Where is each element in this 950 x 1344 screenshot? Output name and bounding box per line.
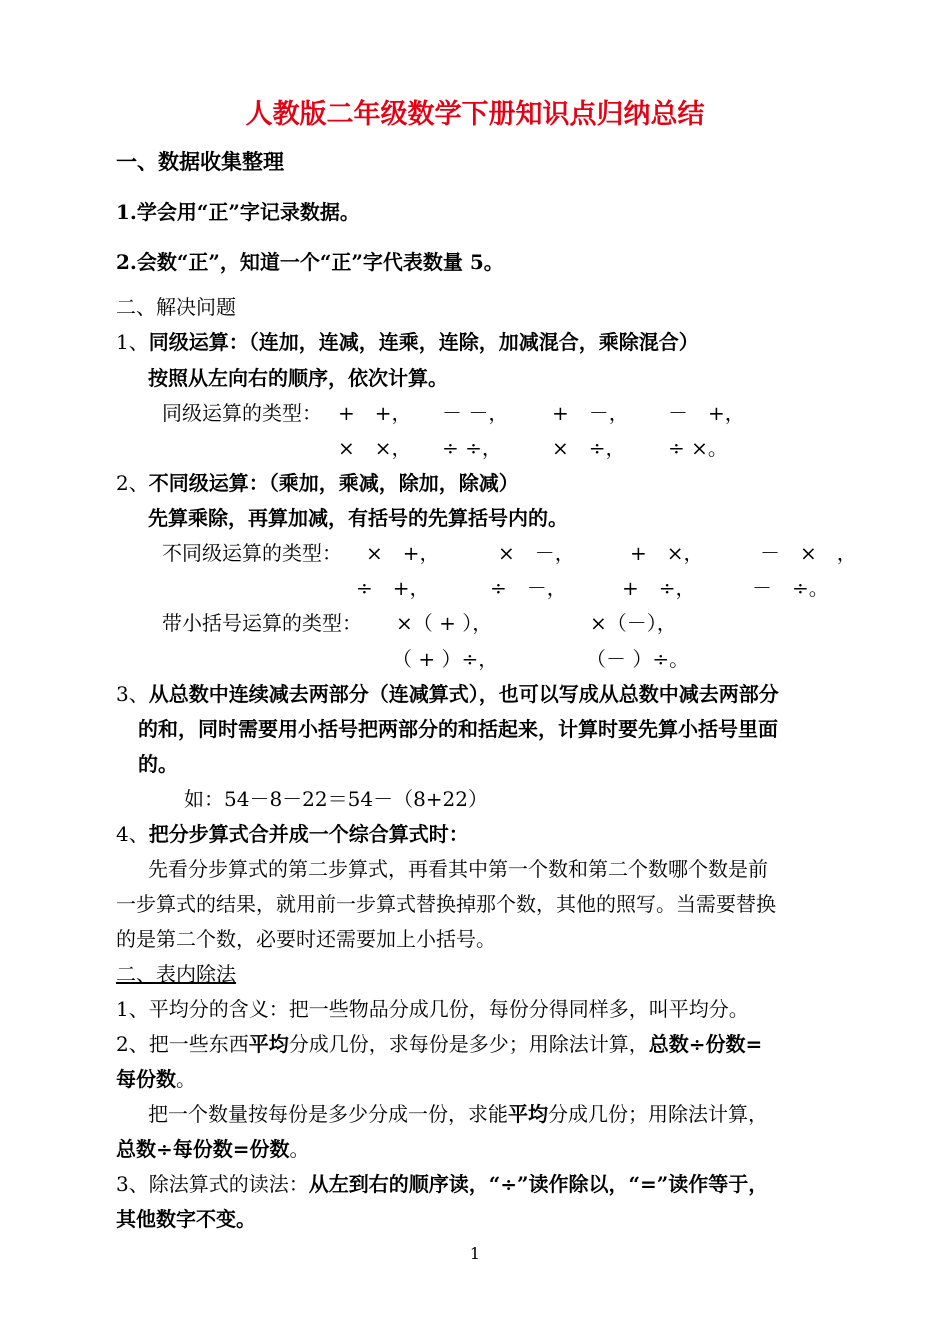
sec2-p1-label: 1、 bbox=[116, 330, 149, 354]
sec2-p1-types-label: 同级运算的类型： bbox=[162, 401, 322, 425]
sec3-item-1: 1、平均分的含义：把一些物品分成几份，每份分得同样多，叫平均分。 bbox=[116, 997, 749, 1021]
document-title: 人教版二年级数学下册知识点归纳总结 bbox=[245, 99, 705, 130]
sec2-p1-type: + －， bbox=[552, 401, 629, 425]
sec2-p2-type: － ÷。 bbox=[752, 576, 829, 600]
sec2-p2-type: + ÷， bbox=[622, 576, 696, 600]
sec2-p2-rule: 先算乘除，再算加减，有括号的先算括号内的。 bbox=[148, 506, 568, 530]
sec2-p1-type: ÷ ×。 bbox=[668, 436, 728, 460]
sec3-item-2-text: 2、把一些东西 bbox=[116, 1032, 249, 1056]
sec2-p2-type: ÷ －， bbox=[490, 576, 567, 600]
sec2-p2-title bbox=[116, 469, 519, 497]
sec3-item-2-emph: 平均 bbox=[248, 1032, 289, 1056]
sec3-item-3 bbox=[116, 1170, 768, 1198]
sec3-item-2-formula-result: 每份数 bbox=[116, 1067, 176, 1091]
sec3-item-2x-period: 。 bbox=[289, 1137, 310, 1161]
sec3-item-3-label: 3、除法算式的读法： bbox=[116, 1172, 309, 1196]
sec2-p2-type: + ×， bbox=[630, 541, 704, 565]
sec3-item-3-cont: 其他数字不变。 bbox=[116, 1207, 256, 1231]
sec2-p3-text-1: 从总数中连续减去两部分（连减算式），也可以写成从总数中减去两部分 bbox=[148, 682, 779, 706]
sec2-p2-type: × +， bbox=[366, 541, 440, 565]
sec2-p2-paren-type: （－ ）÷。 bbox=[586, 647, 690, 671]
sec2-p2-paren-label: 带小括号运算的类型： bbox=[162, 611, 362, 635]
sec1-item-2: 2.会数“正”，知道一个“正”字代表数量 5。 bbox=[116, 250, 504, 274]
sec3-item-2x-cont bbox=[116, 1135, 310, 1163]
sec2-p3-line-3: 的。 bbox=[138, 752, 178, 776]
sec2-p1-title bbox=[116, 328, 699, 356]
sec3-item-2 bbox=[116, 1030, 762, 1058]
sec1-item-1: 1.学会用“正”字记录数据。 bbox=[116, 200, 360, 224]
sec2-p3-label: 3、 bbox=[116, 682, 149, 706]
sec2-p2-label: 2、 bbox=[116, 471, 149, 495]
sec2-p1-type: － －， bbox=[442, 401, 509, 425]
sec2-p2-type: － × ， bbox=[760, 541, 857, 565]
sec3-item-2x-formula: 总数÷每份数=份数 bbox=[116, 1137, 290, 1161]
sec2-p3-line-1 bbox=[116, 680, 779, 708]
sec2-p2-type: ÷ +， bbox=[356, 576, 430, 600]
sec2-p3-example: 如：54－8－22＝54－（8+22） bbox=[184, 787, 489, 811]
sec2-p1-type: ÷ ÷， bbox=[442, 436, 502, 460]
sec2-p4-line-2: 一步算式的结果，就用前一步算式替换掉那个数，其他的照写。当需要替换 bbox=[116, 892, 776, 916]
section-heading-division: 二、表内除法 bbox=[116, 962, 236, 986]
sec2-p2-types-label: 不同级运算的类型： bbox=[162, 541, 342, 565]
sec2-p1-type: － +， bbox=[668, 401, 745, 425]
sec2-p1-type: × ÷， bbox=[552, 436, 626, 460]
sec2-p1-rule: 按照从左向右的顺序，依次计算。 bbox=[148, 366, 448, 390]
sec3-item-3-text: 从左到右的顺序读，“÷”读作除以，“=”读作等于， bbox=[308, 1172, 769, 1196]
sec2-p2-title-text: 不同级运算：（乘加，乘减，除加，除减） bbox=[148, 471, 519, 495]
sec3-item-2-formula: 总数÷份数= bbox=[648, 1032, 763, 1056]
sec2-p4-line-3: 的是第二个数，必要时还需要加上小括号。 bbox=[116, 927, 496, 951]
sec2-p1-title-text: 同级运算：（连加，连减，连乘，连除，加减混合，乘除混合） bbox=[148, 330, 699, 354]
sec2-p2-paren-type: （ + ）÷， bbox=[392, 647, 499, 671]
sec3-item-2x-emph: 平均 bbox=[508, 1102, 548, 1126]
sec3-item-2x-text: 把一个数量按每份是多少分成一份，求能 bbox=[148, 1102, 508, 1126]
sec2-p2-paren-type: ×（ + ）， bbox=[396, 611, 493, 635]
sec3-item-2x-text: 分成几份；用除法计算， bbox=[548, 1102, 768, 1126]
sec3-item-2x bbox=[148, 1100, 768, 1128]
sec2-p4-line-1: 先看分步算式的第二步算式，再看其中第一个数和第二个数哪个数是前 bbox=[148, 857, 768, 881]
sec3-item-2-cont bbox=[116, 1065, 196, 1093]
sec2-p2-type: × －， bbox=[498, 541, 575, 565]
sec2-p1-type: × ×， bbox=[338, 436, 412, 460]
sec2-p4-title bbox=[116, 820, 469, 848]
sec3-item-2-text: 分成几份，求每份是多少；用除法计算， bbox=[288, 1032, 649, 1056]
sec2-p4-title-text: 把分步算式合并成一个综合算式时： bbox=[148, 822, 469, 846]
sec3-item-2-period: 。 bbox=[176, 1067, 196, 1091]
sec2-p4-label: 4、 bbox=[116, 822, 149, 846]
section-heading-problem-solving: 二、解决问题 bbox=[116, 295, 236, 319]
sec2-p1-type: + +， bbox=[338, 401, 412, 425]
section-heading-data-collection: 一、数据收集整理 bbox=[116, 149, 284, 174]
sec2-p3-line-2: 的和，同时需要用小括号把两部分的和括起来，计算时要先算小括号里面 bbox=[138, 717, 778, 741]
sec2-p2-paren-type: ×（－）， bbox=[590, 611, 677, 635]
page-number: 1 bbox=[469, 1244, 481, 1263]
